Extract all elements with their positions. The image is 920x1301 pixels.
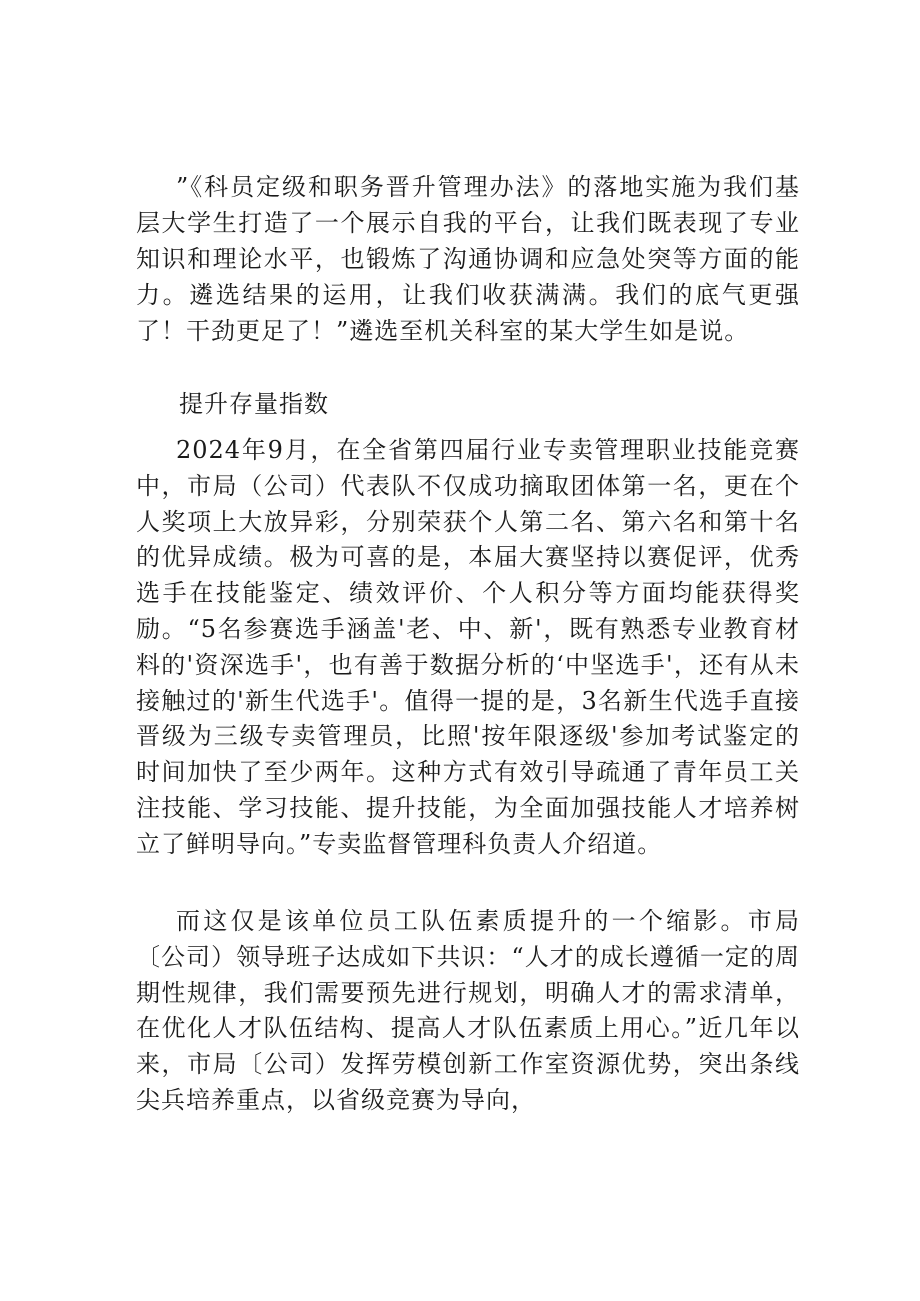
paragraph-quote-graduate: ”《科员定级和职务晋升管理办法》的落地实施为我们基层大学生打造了一个展示自我的平台，让我们既表现了专业知识和理论水平，也锻炼了沟通协调和应急处突等方面的能力。遴选结果的运用，让我们收获满满。我们的底气更强了！干劲更足了！”遴选至机关科室的某大学生如是说。 (136, 173, 800, 345)
section-heading: 提升存量指数 (179, 390, 329, 418)
paragraph-team-consensus: 而这仅是该单位员工队伍素质提升的一个缩影。市局〔公司）领导班子达成如下共识：“人才的成长遵循一定的周期性规律，我们需要预先进行规划，明确人才的需求清单，在优化人才队伍结构、提高人才队伍素质上用心。”近几年以来，市局〔公司）发挥劳模创新工作室资源优势，突出条线尖兵培养重点，以省级竞赛为导向， (136, 907, 800, 1114)
paragraph-competition: 2024年9月，在全省第四届行业专卖管理职业技能竞赛中，市局（公司）代表队不仅成功摘取团体第一名，更在个人奖项上大放异彩，分别荣获个人第二名、第六名和第十名的优异成绩。极为可喜的是，本届大赛坚持以赛促评，优秀选手在技能鉴定、绩效评价、个人积分等方面均能获得奖励。“5名参赛选手涵盖'老、中、新'，既有熟悉专业教育材料的'资深选手'，也有善于数据分析的‘中坚选手'，还有从未接触过的'新生代选手'。值得一提的是，3名新生代选手直接晋级为三级专卖管理员，比照'按年限逐级'参加考试鉴定的时间加快了至少两年。这种方式有效引导疏通了青年员工关注技能、学习技能、提升技能，为全面加强技能人才培养树立了鲜明导向。”专卖监督管理科负责人介绍道。 (136, 436, 800, 858)
